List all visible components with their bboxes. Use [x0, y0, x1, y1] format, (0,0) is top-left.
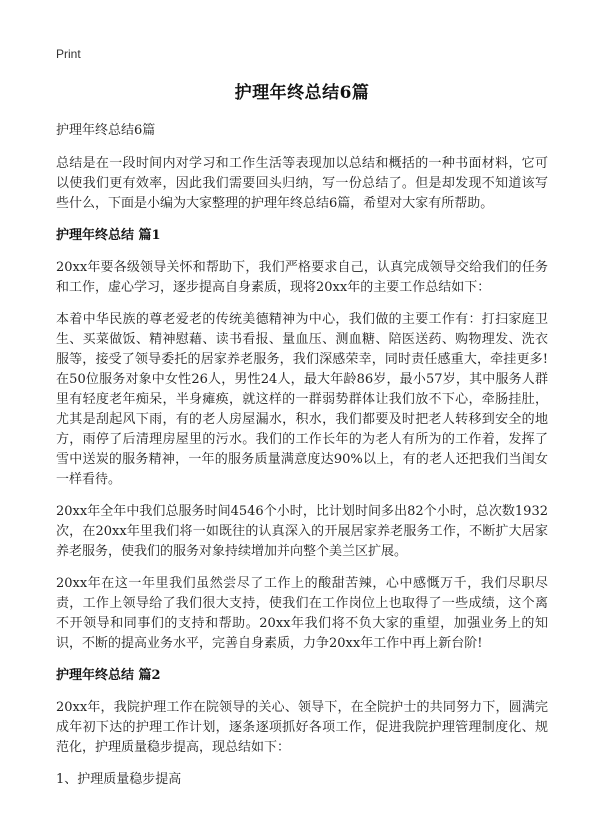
section1-paragraph-2: 本着中华民族的尊老爱老的传统美德精神为中心，我们做的主要工作有：打扫家庭卫生、买菜做饭、精神慰藉、读书看报、量血压、测血糖、陪医送药、购物理发、洗衣服等，接受了领导委托的居家养老服务，我们深感荣幸，同时责任感重大，牵挂更多!在50位服务对象中女性26人，男性24人，最大年龄86岁，最小57岁，其中服务人群里有轻度老年痴呆，半身瘫痪，就这样的一群弱势群体让我们放不下心，牵肠挂肚，尤其是刮起风下雨，有的老人房屋漏水，积水，我们都要及时把老人转移到安全的地方，雨停了后清理房屋里的污水。我们的工作长年的为老人有所为的工作着，发挥了雪中送炭的服务精神，一年的服务质量满意度达90%以上，有的老人还把我们当闺女一样看待。: [56, 312, 548, 487]
intro-paragraph: 总结是在一段时间内对学习和工作生活等表现加以总结和概括的一种书面材料，它可以使我们更有效率，因此我们需要回头归纳，写一份总结了。但是却发现不知道该写些什么，下面是小编为大家整理的护理年终总结6篇，希望对大家有所帮助。: [56, 156, 548, 211]
section1-paragraph-4: 20xx年在这一年里我们虽然尝尽了工作上的酸甜苦辣，心中感慨万千，我们尽职尽责，工作上领导给了我们很大支持，使我们在工作岗位上也取得了一些成绩，这个离不开领导和同事们的支持和帮助。20xx年我们将不负大家的重望，加强业务上的知识，不断的提高业务水平，完善自身素质，力争20xx年工作中再上新台阶!: [56, 576, 548, 651]
section2-paragraph-1: 20xx年，我院护理工作在院领导的关心、领导下，在全院护士的共同努力下，圆满完成年初下达的护理工作计划，逐条逐项抓好各项工作，促进我院护理管理制度化、规范化，护理质量稳步提高，现总结如下：: [56, 700, 548, 755]
document-title: 护理年终总结6篇: [234, 83, 370, 103]
document-subtitle: 护理年终总结6篇: [56, 123, 156, 138]
section-heading-2: 护理年终总结 篇2: [56, 668, 161, 683]
document-body: [56, 78, 548, 790]
section1-paragraph-3: 20xx年全年中我们总服务时间4546个小时，比计划时间多出82个小时，总次数1932次，在20xx年里我们将一如既往的认真深入的开展居家养老服务工作，不断扩大居家养老服务，使我们的服务对象持续增加并向整个美兰区扩展。: [56, 504, 548, 559]
section-heading-1: 护理年终总结 篇1: [56, 228, 161, 243]
section1-paragraph-1: 20xx年要各级领导关怀和帮助下，我们严格要求自己，认真完成领导交给我们的任务和工作，虚心学习，逐步提高自身素质，现将20xx年的主要工作总结如下：: [56, 260, 548, 295]
print-link[interactable]: Print: [56, 47, 81, 61]
list-item: 1、护理质量稳步提高: [56, 772, 182, 787]
